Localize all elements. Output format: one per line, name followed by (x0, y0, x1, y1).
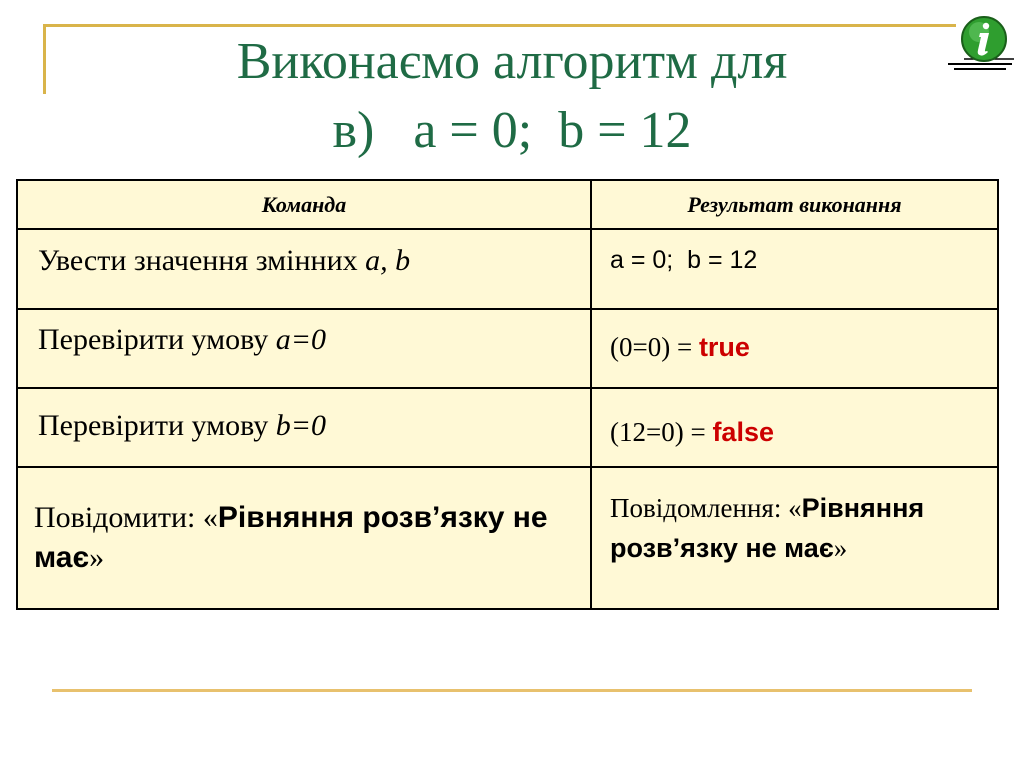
table-row (17, 388, 998, 467)
bottom-decorative-rule (52, 689, 972, 692)
result-text: Повідомлення: «Рівняння розв’язку не має» (610, 493, 925, 563)
result-text: (12=0) = false (610, 417, 774, 447)
command-cell (17, 229, 591, 309)
result-text: (0=0) = true (610, 332, 750, 362)
command-text: Увести значення змінних a, b (38, 244, 411, 277)
slide-title: Виконаємо алгоритм для (236, 33, 788, 90)
table-row (17, 467, 998, 609)
result-value: false (712, 417, 774, 447)
table-header-row (17, 180, 998, 229)
result-text: a = 0; b = 12 (610, 246, 758, 274)
command-text: Повідомити: «Рівняння розв’язку не має» (34, 501, 548, 574)
result-cell (591, 388, 998, 467)
top-decorative-rule (43, 24, 956, 27)
result-cell (591, 229, 998, 309)
result-value: true (698, 332, 750, 362)
command-cell (17, 309, 591, 388)
algorithm-table (16, 179, 999, 610)
command-text: Перевірити умову a=0 (38, 323, 326, 356)
slide-subtitle: в) a = 0; b = 12 (332, 102, 692, 159)
command-cell (17, 388, 591, 467)
column-header-result: Результат виконання (591, 180, 998, 229)
table-row (17, 229, 998, 309)
command-text: Перевірити умову b=0 (38, 409, 326, 442)
result-cell (591, 309, 998, 388)
command-cell (17, 467, 591, 609)
column-header-command: Команда (17, 180, 591, 229)
result-cell (591, 467, 998, 609)
table-row (17, 309, 998, 388)
